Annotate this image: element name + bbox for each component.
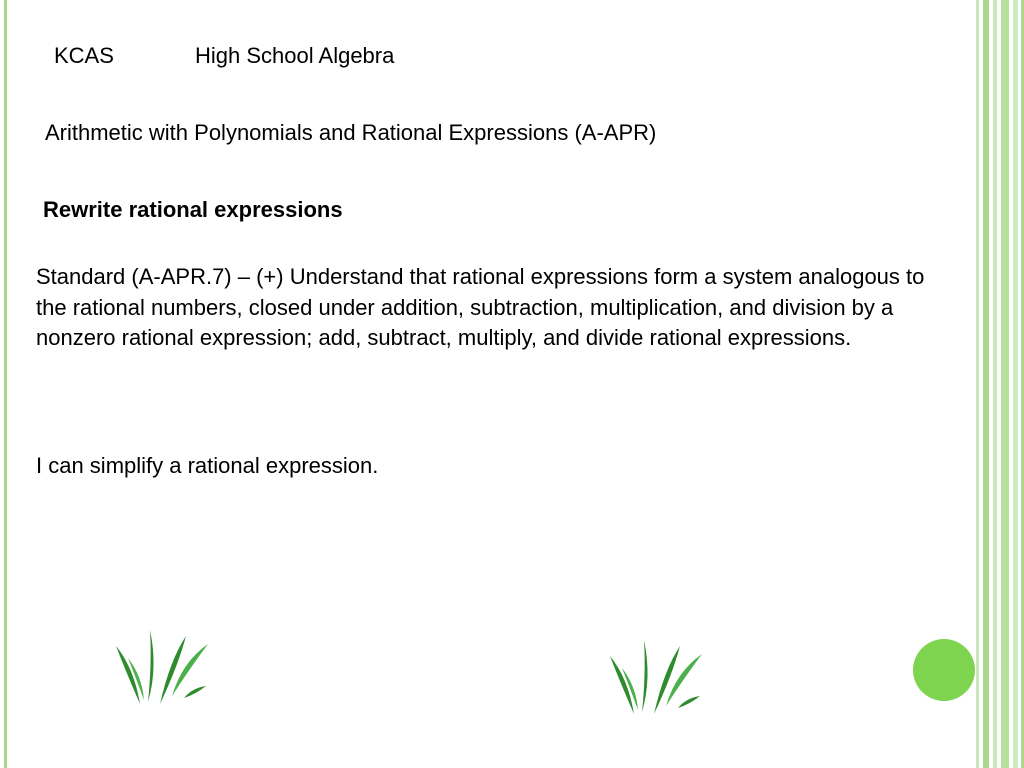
- cluster-title: Rewrite rational expressions: [43, 197, 343, 222]
- right-border-stripes: [976, 0, 1024, 768]
- learning-target: I can simplify a rational expression.: [36, 453, 379, 478]
- grass-icon: [112, 628, 216, 708]
- header-subject: High School Algebra: [195, 43, 395, 68]
- header-code: KCAS: [54, 43, 114, 68]
- left-border-line: [4, 0, 7, 768]
- green-dot: [913, 639, 975, 701]
- grass-icon: [606, 638, 710, 718]
- domain-title: Arithmetic with Polynomials and Rational Expressions (A-APR): [45, 120, 657, 145]
- standard-text: Standard (A-APR.7) – (+) Understand that rational expressions form a system analogous to the rational numbers, closed under addition, subtraction, multiplication, and division by a nonzero rational expression; add, subtract, multiply, and divide rational expressions.: [36, 264, 925, 350]
